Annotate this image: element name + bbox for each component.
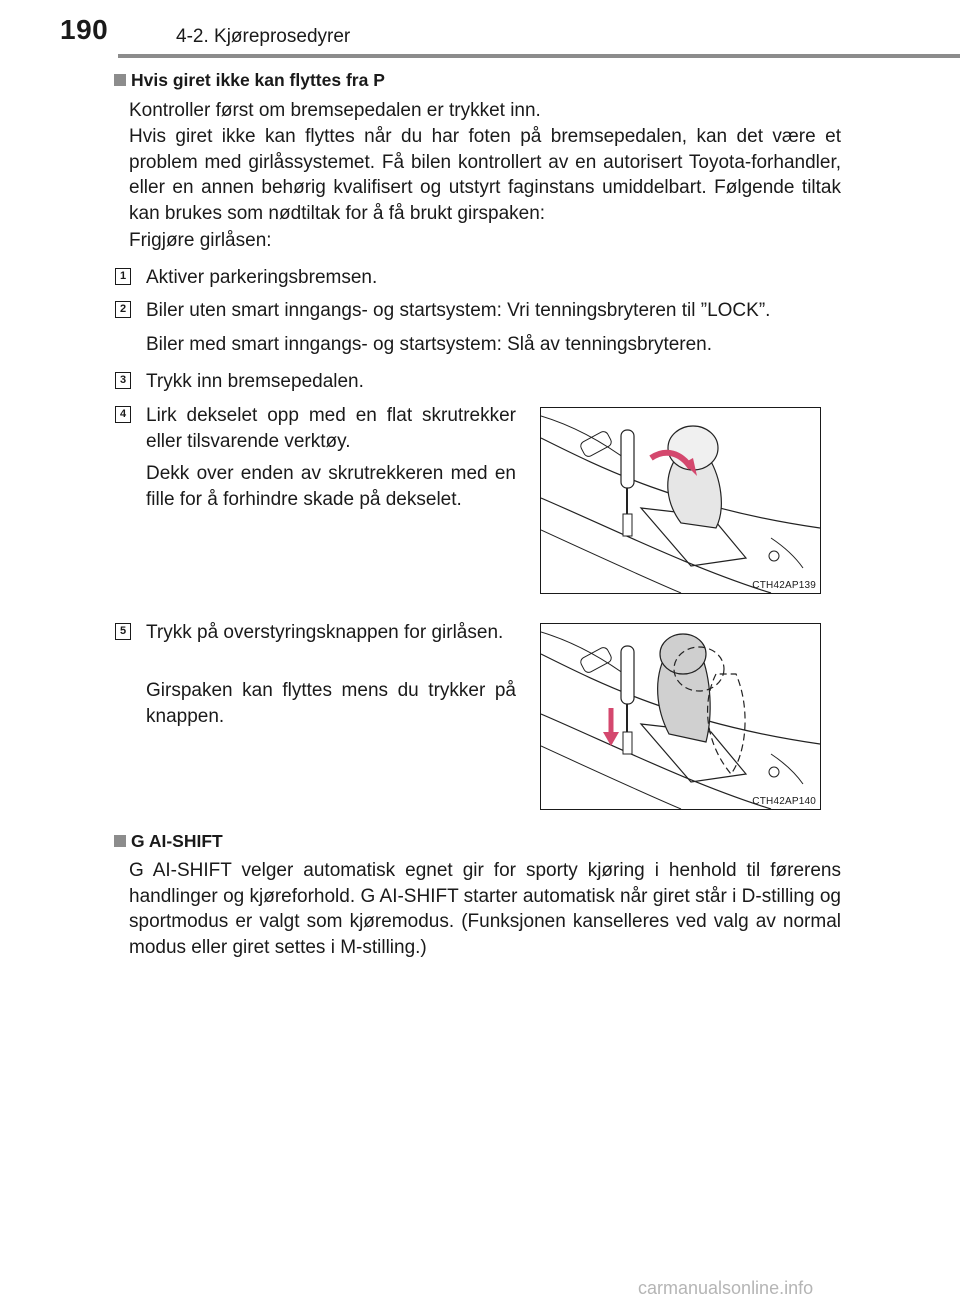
page-number: 190 [60,14,109,45]
square-bullet-icon [114,74,126,86]
square-bullet-icon [114,835,126,847]
step-number-5: 5 [115,623,131,640]
step-text-2: Biler uten smart inngangs- og startsystem: Vri tenningsbryteren til ”LOCK”. [146,300,771,321]
paragraph-shift-lock-problem: Hvis giret ikke kan flyttes når du har foten på bremsepedalen, kan det være et problem med girlåssystemet. Få bilen kontrollert av en autorisert Toyota-forhandler, eller en annen behørig kvalifisert og utstyrt faginstans umiddelbart. Følgende tiltak kan brukes som nødtiltak for å få brukt girspaken: [129,126,841,224]
shift-console-illustration [541,408,820,593]
paragraph-g-ai-shift: G AI-SHIFT velger automatisk egnet gir for sporty kjøring i henhold til førerens handlinger og kjøreforhold. G AI-SHIFT starter automatisk når giret står i D-stilling og sportmodus er valgt som kjøremodus. (Funksjonen kanselleres ved valg av normal modus eller giret settes i M-stilling.) [129,860,841,958]
step-text-5-note: Girspaken kan flyttes mens du trykker på knappen. [146,680,516,727]
chapter-title: 4-2. Kjøreprosedyrer [176,26,351,47]
step-number-4: 4 [115,406,131,423]
step-text-2-note: Biler med smart inngangs- og startsystem: Slå av tenningsbryteren. [146,334,713,355]
override-button-illustration [541,624,820,809]
section-heading-g-ai-shift: G AI-SHIFT [114,831,223,852]
header-rule [118,54,960,58]
figure-code: CTH42AP139 [752,580,816,591]
step-number-1: 1 [115,268,131,285]
step-text-4-note: Dekk over enden av skrutrekkeren med en fille for å forhindre skade på dekselet. [146,463,516,510]
step-text-5: Trykk på overstyringsknappen for girlåsen. [146,622,504,643]
paragraph-check-brake: Kontroller først om bremsepedalen er trykket inn. [129,100,541,121]
step-text-4: Lirk dekselet opp med en flat skrutrekker eller tilsvarende verktøy. [146,405,516,452]
page-header [0,0,960,58]
section-heading-shift-lock: Hvis giret ikke kan flyttes fra P [114,70,385,91]
figure-code: CTH42AP140 [752,796,816,807]
paragraph-release-lock: Frigjøre girlåsen: [129,230,272,251]
step-text-3: Trykk inn bremsepedalen. [146,371,364,392]
step-text-1: Aktiver parkeringsbremsen. [146,267,378,288]
step-number-3: 3 [115,372,131,389]
figure-override-button [540,623,821,810]
watermark: carmanualsonline.info [638,1278,814,1298]
step-number-2: 2 [115,301,131,318]
figure-pry-cover [540,407,821,594]
